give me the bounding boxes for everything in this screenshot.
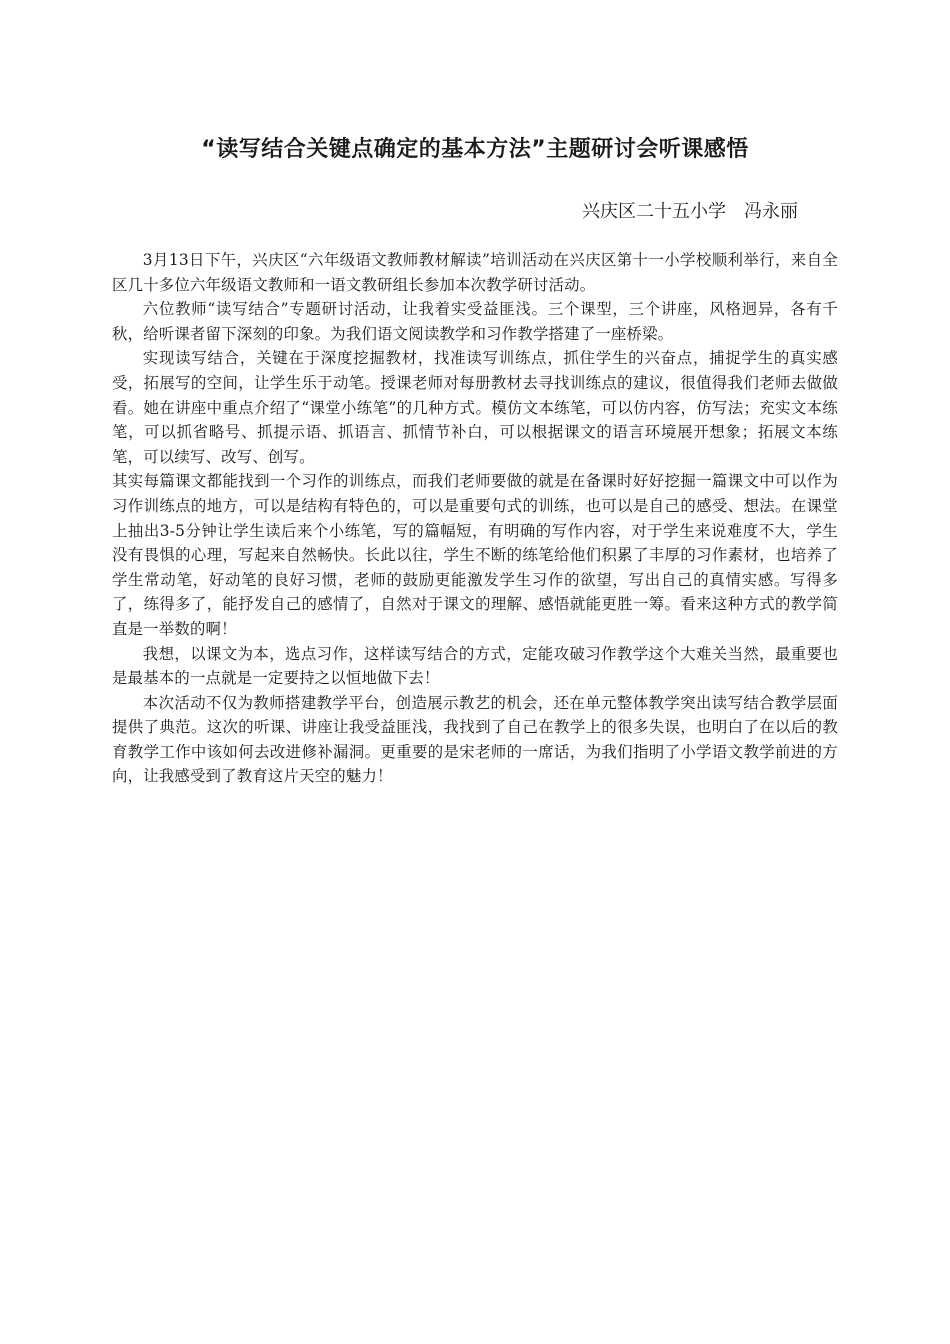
paragraph-1: 3月13日下午，兴庆区“六年级语文教师教材解读”培训活动在兴庆区第十一小学校顺利举行，来自全区几十多位六年级语文教师和一语文教研组长参加本次教学研讨活动。 bbox=[112, 251, 838, 294]
paragraph-3: 实现读写结合，关键在于深度挖掘教材，找准读写训练点，抓住学生的兴奋点，捕捉学生的真实感受，拓展写的空间，让学生乐于动笔。授课老师对每册教材去寻找训练点的建议，很值得我们老师去做做看。她在讲座中重点介绍了“课堂小练笔”的几种方式。模仿文本练笔，可以仿内容，仿写法；充实文本练笔，可以抓省略号、抓提示语、抓语言、抓情节补白，可以根据课文的语言环境展开想象；拓展文本练笔，可以续写、改写、创写。 bbox=[112, 349, 838, 466]
document-title: “读写结合关键点确定的基本方法”主题研讨会听课感悟 bbox=[201, 137, 749, 162]
paragraph-2: 六位教师“读写结合”专题研讨活动，让我着实受益匪浅。三个课型，三个讲座，风格迥异，各有千秋，给听课者留下深刻的印象。为我们语文阅读教学和习作教学搭建了一座桥梁。 bbox=[112, 300, 838, 343]
paragraph-4: 其实每篇课文都能找到一个习作的训练点，而我们老师要做的就是在备课时好好挖掘一篇课文中可以作为习作训练点的地方，可以是结构有特色的，可以是重要句式的训练，也可以是自己的感受、想法。在课堂上抽出3-5分钟让学生读后来个小练笔，写的篇幅短，有明确的写作内容，对于学生来说难度不大，学生没有畏惧的心理，写起来自然畅快。长此以往，学生不断的练笔给他们积累了丰厚的习作素材，也培养了学生常动笔，好动笔的良好习惯，老师的鼓励更能激发学生习作的欲望，写出自己的真情实感。写得多了，练得多了，能抒发自己的感情了，自然对于课文的理解、感悟就能更胜一筹。看来这种方式的教学简直是一举数的啊！ bbox=[112, 472, 838, 638]
paragraph-5: 我想，以课文为本，选点习作，这样读写结合的方式，定能攻破习作教学这个大难关当然，最重要也是最基本的一点就是一定要持之以恒地做下去！ bbox=[112, 644, 838, 688]
document-body bbox=[112, 248, 838, 789]
author-line: 兴庆区二十五小学 冯永丽 bbox=[582, 201, 798, 222]
paragraph-6: 本次活动不仅为教师搭建教学平台，创造展示教艺的机会，还在单元整体教学突出读写结合教学层面提供了典范。这次的听课、讲座让我受益匪浅，我找到了自己在教学上的很多失误，也明白了在以后的教育教学工作中该如何去改进修补漏洞。更重要的是宋老师的一席话，为我们指明了小学语文教学前进的方向，让我感受到了教育这片天空的魅力！ bbox=[112, 693, 838, 786]
